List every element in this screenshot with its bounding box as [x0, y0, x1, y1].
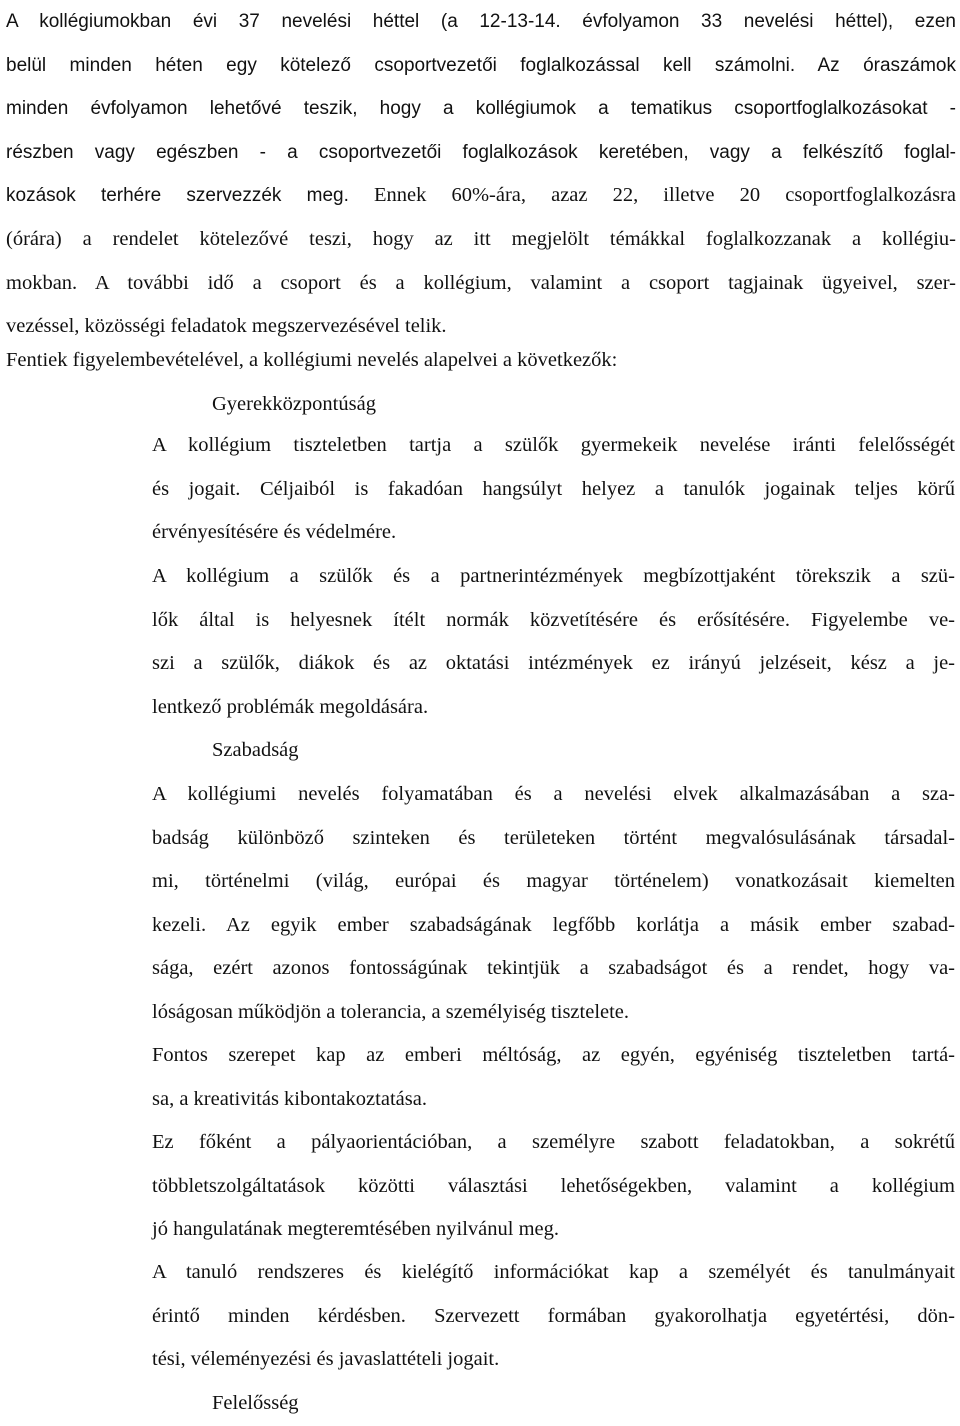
heading-text: Gyerekközpontúság — [212, 393, 376, 415]
text-line: (órára) a rendelet kötelezővé teszi, hogy az itt megjelölt témákkal foglalkozzanak a kollégiu- — [6, 227, 956, 250]
text-segment: kozások terhére szervezzék meg. — [6, 185, 349, 207]
section-heading — [212, 1382, 512, 1426]
text-line — [6, 174, 956, 218]
text-line: Fontos szerepet kap az emberi méltóság, az egyén, egyéniség tiszteletben tartá- — [152, 1044, 955, 1066]
text-line: Ez főként a pályaorientációban, a személyre szabott feladatokban, a sokrétű — [152, 1131, 955, 1153]
text-line: belül minden héten egy kötelező csoportvezetői foglalkozással kell számolni. Az óraszámok — [6, 54, 956, 76]
paragraph — [152, 424, 955, 555]
text-line: mi, történelmi (világ, európai és magyar történelem) vonatkozásait kiemelten — [152, 870, 955, 893]
paragraph — [152, 773, 955, 1035]
text-line: A kollégium a szülők és a partnerintézmények megbízottjaként törekszik a szü- — [152, 565, 955, 587]
heading-text: Szabadság — [212, 739, 299, 761]
text-line: kezeli. Az egyik ember szabadságának legfőbb korlátja a másik ember szabad- — [152, 913, 955, 936]
paragraph — [152, 1121, 955, 1252]
text-line: lóságosan működjön a tolerancia, a személyiség tisztelete. — [152, 1000, 630, 1023]
text-line: A kollégiumi nevelés folyamatában és a nevelési elvek alkalmazásában a sza- — [152, 783, 955, 805]
paragraph — [152, 1251, 955, 1382]
text-line: badság különböző szinteken és területeken történt megvalósulásának társadal- — [152, 826, 955, 849]
text-line: A kollégiumokban évi 37 nevelési héttel (a 12-13-14. évfolyamon 33 nevelési héttel), ezen — [6, 11, 956, 32]
intro-paragraph — [6, 0, 956, 349]
text-line: sa, a kreativitás kibontakoztatása. — [152, 1087, 427, 1110]
text-line: többletszolgáltatások közötti választási lehetőségekben, valamint a kollégium — [152, 1174, 955, 1197]
principles-lead — [6, 339, 956, 383]
heading-text: Felelősség — [212, 1392, 299, 1414]
text-line: érintő minden kérdésben. Szervezett formában gyakorolhatja egyetértési, dön- — [152, 1304, 955, 1327]
text-line: lentkező problémák megoldására. — [152, 695, 429, 718]
paragraph — [152, 555, 955, 729]
text-line: minden évfolyamon lehetővé teszik, hogy a kollégiumok a tematikus csoportfoglalkozásokat - — [6, 98, 956, 120]
text-line: részben vagy egészben - a csoportvezetői foglalkozások keretében, vagy a felkészítő foglal- — [6, 141, 956, 163]
section-heading — [212, 383, 512, 427]
section-heading — [212, 729, 512, 773]
text-line: lők által is helyesnek ítélt normák közvetítésére és erősítésére. Figyelembe ve- — [152, 608, 955, 631]
text-line: A tanuló rendszeres és kielégítő információkat kap a személyét és tanulmányait — [152, 1261, 955, 1283]
paragraph — [152, 1034, 955, 1121]
text-line: vezéssel, közösségi feladatok megszervezésével telik. — [6, 315, 447, 338]
text-segment: Ennek 60%-ára, azaz 22, illetve 20 csoportfoglalkozásra — [348, 184, 956, 207]
text-line: Fentiek figyelembevételével, a kollégiumi nevelés alapelvei a következők: — [6, 349, 618, 371]
text-line: érvényesítésére és védelmére. — [152, 521, 397, 544]
text-line: szi a szülők, diákok és az oktatási intézmények ez irányú jelzéseit, kész a je- — [152, 652, 955, 675]
text-line: mokban. A további idő a csoport és a kollégium, valamint a csoport tagjainak ügyeivel, szer- — [6, 271, 956, 294]
text-line: A kollégium tiszteletben tartja a szülők gyermekeik nevelése iránti felelősségét — [152, 434, 955, 456]
text-line: sága, ezért azonos fontosságúnak tekintjük a szabadságot és a rendet, hogy va- — [152, 957, 955, 980]
text-line: tési, véleményezési és javaslattételi jogait. — [152, 1348, 500, 1371]
text-line: jó hangulatának megteremtésében nyilvánul meg. — [152, 1218, 560, 1241]
text-line: és jogait. Céljaiból is fakadóan hangsúlyt helyez a tanulók jogainak teljes körű — [152, 477, 955, 500]
